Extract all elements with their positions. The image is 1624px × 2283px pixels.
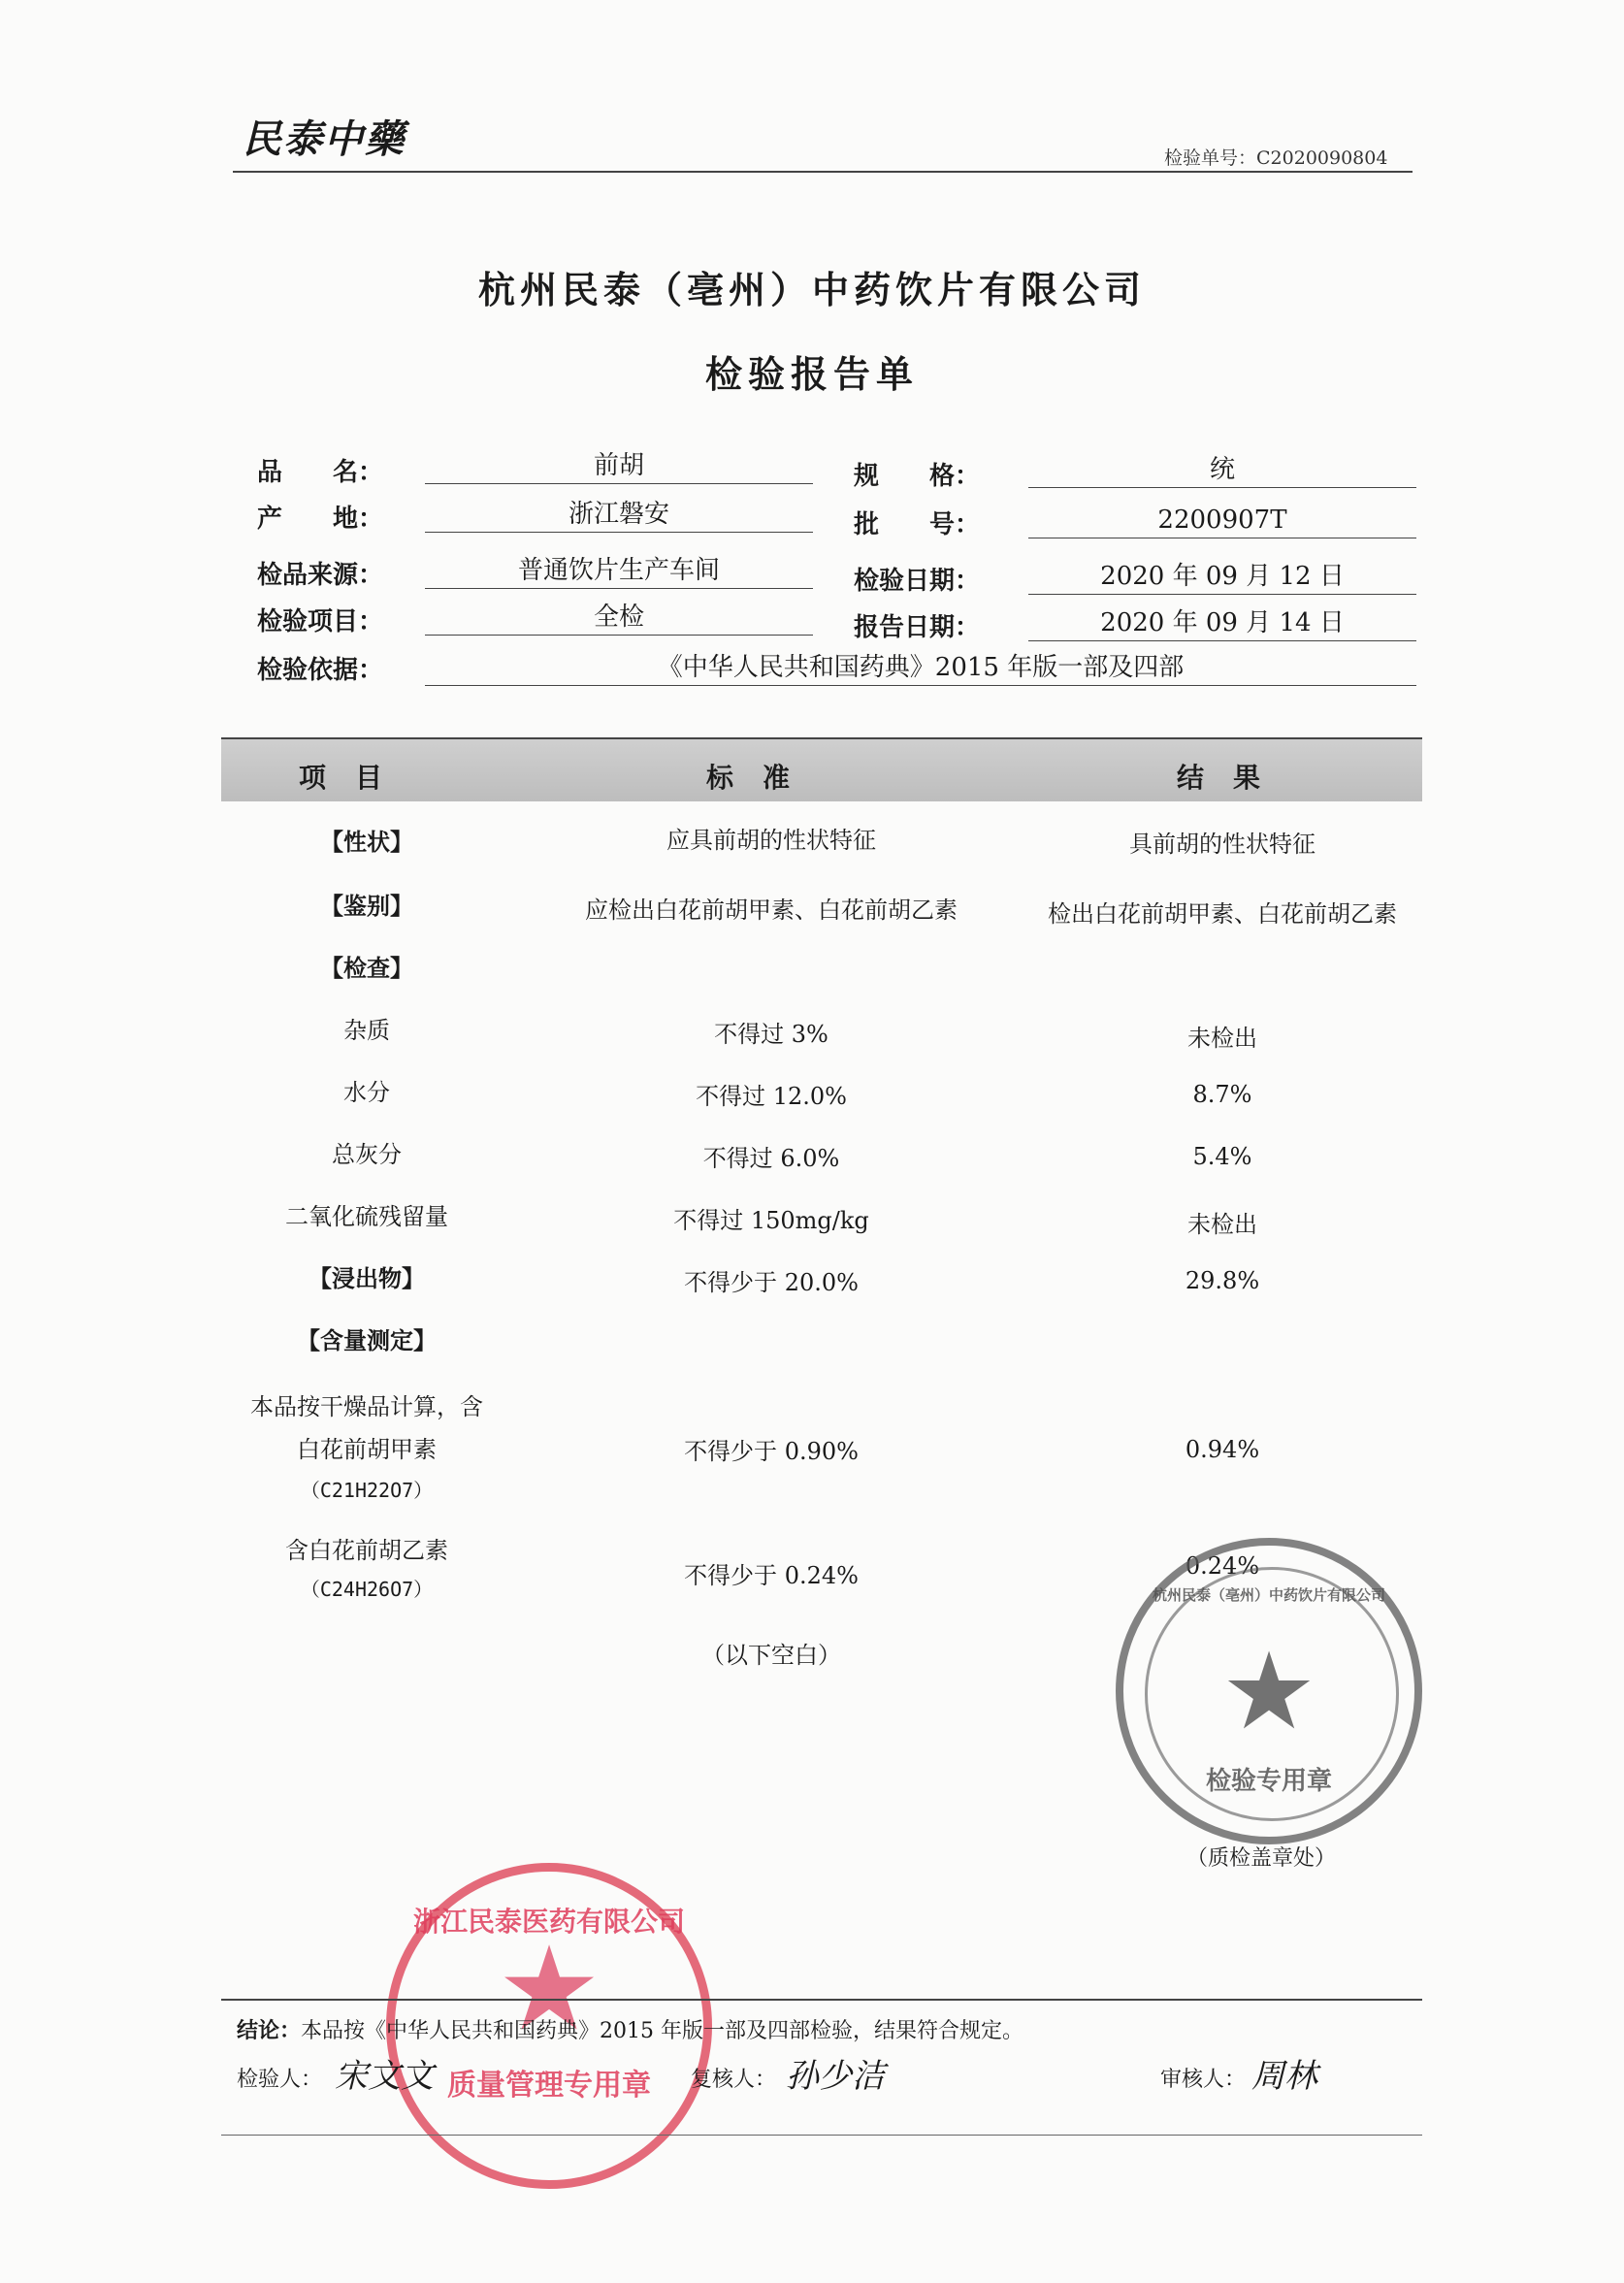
table-header — [221, 737, 1422, 801]
row-item: 【浸出物】 — [309, 1264, 425, 1292]
assay-b-formula: （C24H26O7） — [300, 1578, 434, 1601]
item-label: 检验项目： — [257, 607, 384, 636]
inspector-signature: 宋文文 — [335, 2057, 434, 2096]
qc-stamp-sub: 检验专用章 — [1205, 1767, 1332, 1796]
row-result: 具前胡的性状特征 — [1129, 831, 1315, 858]
conclusion-text: 本品按《中华人民共和国药典》2015 年版一部及四部检验，结果符合规定。 — [301, 2019, 1023, 2043]
row-standard: 不得过 150mg/kg — [673, 1207, 869, 1234]
row-standard: 应具前胡的性状特征 — [666, 827, 876, 854]
star-icon: ★ — [1220, 1629, 1317, 1753]
conclusion — [237, 2014, 1023, 2044]
row-result: 检出白花前胡甲素、白花前胡乙素 — [1048, 900, 1397, 928]
report-date-label: 报告日期： — [854, 613, 981, 642]
document-title: 检验报告单 — [704, 352, 919, 396]
company-name: 杭州民泰（亳州）中药饮片有限公司 — [477, 268, 1146, 311]
assay-a-standard: 不得少于 0.90% — [684, 1438, 859, 1465]
red-stamp-text: 浙江民泰医药有限公司 — [412, 1906, 685, 1938]
row-result: 29.8% — [1185, 1267, 1260, 1294]
basis-value: 《中华人民共和国药典》2015 年版一部及四部 — [425, 650, 1416, 686]
row-result: 未检出 — [1187, 1025, 1257, 1052]
batch-value: 2200907T — [1028, 503, 1416, 538]
batch-label: 批 号： — [854, 510, 981, 539]
row-standard: 不得过 12.0% — [696, 1083, 847, 1110]
qc-stamp-caption: （质检盖章处） — [1186, 1846, 1336, 1871]
name-label: 品 名： — [257, 458, 384, 487]
spec-label: 规 格： — [854, 462, 981, 491]
row-item: 【检查】 — [320, 954, 413, 982]
conclusion-label: 结论： — [237, 2018, 302, 2043]
test-date-label: 检验日期： — [854, 567, 981, 596]
row-item: 水分 — [343, 1079, 390, 1106]
name-value: 前胡 — [425, 448, 813, 484]
row-item: 【性状】 — [320, 828, 413, 856]
footer-bottom-divider — [221, 2135, 1422, 2136]
assay-a-line1: 本品按干燥品计算，含 — [250, 1393, 483, 1420]
star-icon: ★ — [497, 1922, 601, 2057]
assay-b-standard: 不得少于 0.24% — [684, 1562, 859, 1589]
qc-inspection-stamp — [1116, 1538, 1422, 1844]
row-standard: 不得过 3% — [714, 1021, 828, 1048]
assay-a-result: 0.94% — [1185, 1436, 1260, 1463]
row-standard: 不得过 6.0% — [702, 1145, 840, 1172]
row-item: 杂质 — [343, 1017, 390, 1044]
row-result: 未检出 — [1187, 1211, 1257, 1238]
assay-b-line1: 含白花前胡乙素 — [285, 1537, 448, 1564]
row-result: 5.4% — [1192, 1143, 1252, 1170]
red-stamp-sub: 质量管理专用章 — [447, 2069, 651, 2103]
header-divider — [233, 171, 1413, 173]
column-header-standard: 标准 — [706, 762, 820, 794]
approver-signature: 周林 — [1251, 2057, 1317, 2096]
assay-a-formula: （C21H22O7） — [300, 1479, 434, 1502]
assay-b-result: 0.24% — [1185, 1552, 1260, 1580]
qc-stamp-text: 杭州民泰（亳州）中药饮片有限公司 — [1152, 1586, 1385, 1604]
spec-value: 统 — [1028, 452, 1416, 488]
reviewer-signature: 孙少洁 — [786, 2057, 885, 2096]
inspector-label: 检验人： — [237, 2068, 323, 2092]
report-number-value: C2020090804 — [1256, 147, 1388, 169]
footer-divider — [221, 1999, 1422, 2001]
row-result: 8.7% — [1192, 1081, 1252, 1108]
reviewer-label: 复核人： — [691, 2068, 777, 2092]
blank-note: （以下空白） — [701, 1642, 841, 1669]
assay-a-line2: 白花前胡甲素 — [297, 1436, 437, 1463]
approver-label: 审核人： — [1160, 2068, 1247, 2092]
origin-value: 浙江磐安 — [425, 497, 813, 533]
origin-label: 产 地： — [257, 505, 384, 534]
row-item: 二氧化硫残留量 — [285, 1203, 448, 1230]
row-standard: 应检出白花前胡甲素、白花前胡乙素 — [585, 897, 958, 924]
column-header-result: 结果 — [1177, 762, 1290, 794]
basis-label: 检验依据： — [257, 656, 384, 685]
report-number — [1164, 144, 1387, 170]
source-value: 普通饮片生产车间 — [425, 553, 813, 589]
row-item: 总灰分 — [332, 1141, 402, 1168]
source-label: 检品来源： — [257, 561, 384, 590]
company-logo: 民泰中藥 — [243, 116, 406, 162]
column-header-item: 项目 — [299, 762, 412, 794]
report-date-value: 2020 年 09 月 14 日 — [1028, 605, 1416, 641]
row-item: 【鉴别】 — [320, 892, 413, 920]
row-item: 【含量测定】 — [297, 1326, 437, 1354]
test-date-value: 2020 年 09 月 12 日 — [1028, 559, 1416, 595]
row-standard: 不得少于 20.0% — [684, 1269, 859, 1296]
item-value: 全检 — [425, 600, 813, 636]
report-number-label: 检验单号： — [1164, 147, 1257, 169]
